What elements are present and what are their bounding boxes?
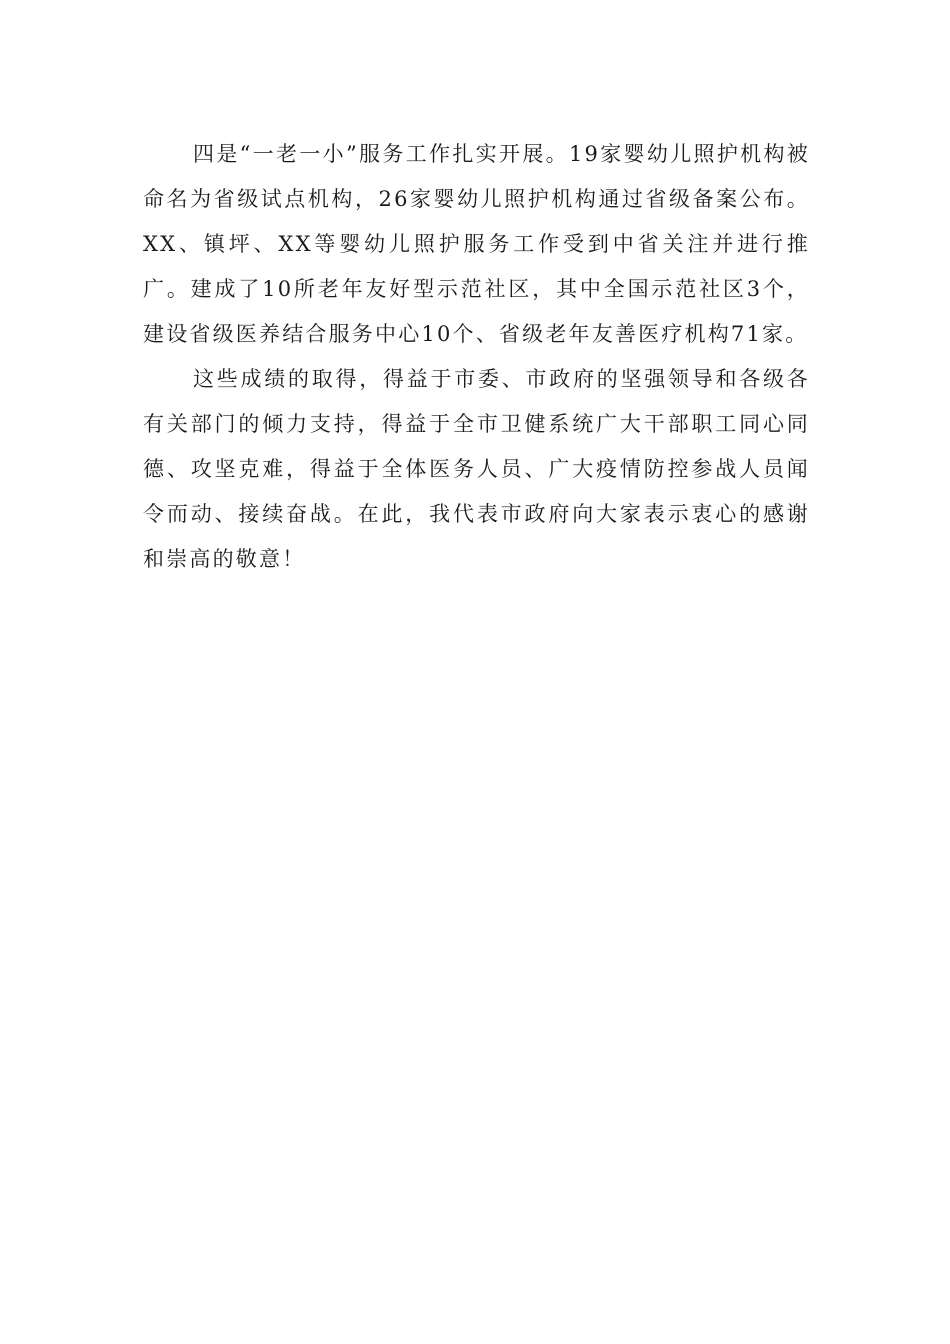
paragraph-one-old-one-young: 四是“一老一小”服务工作扎实开展。19家婴幼儿照护机构被命名为省级试点机构，26家婴幼儿照护机构通过省级备案公布。XX、镇坪、XX等婴幼儿照护服务工作受到中省关注并进行推广。建成了10所老年友好型示范社区，其中全国示范社区3个，建设省级医养结合服务中心10个、省级老年友善医疗机构71家。	[143, 142, 810, 346]
paragraph-acknowledgement: 这些成绩的取得，得益于市委、市政府的坚强领导和各级各有关部门的倾力支持，得益于全市卫健系统广大干部职工同心同德、攻坚克难，得益于全体医务人员、广大疫情防控参战人员闻令而动、接续奋战。在此，我代表市政府向大家表示衷心的感谢和崇高的敬意！	[143, 367, 810, 571]
document-body	[143, 132, 810, 582]
